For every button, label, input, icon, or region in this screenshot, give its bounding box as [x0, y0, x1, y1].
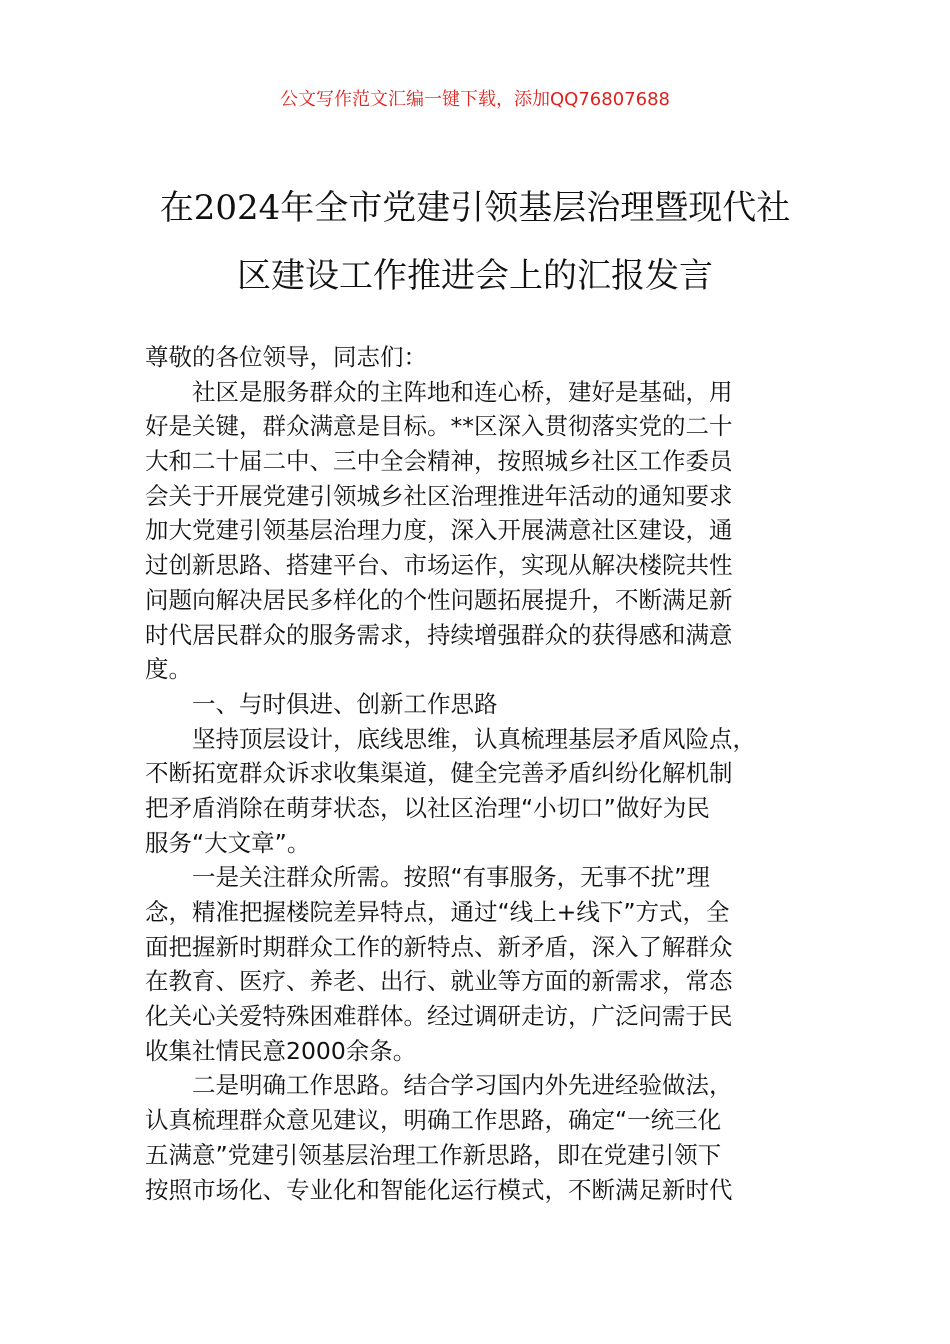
body-text-line: 大和二十届二中、三中全会精神，按照城乡社区工作委员: [145, 447, 733, 476]
body-text-line: 把矛盾消除在萌芽状态，以社区治理“小切口”做好为民: [145, 793, 710, 822]
watermark-header: 公文写作范文汇编一键下载，添加QQ76807688: [280, 89, 670, 110]
body-text-line: 坚持顶层设计，底线思维，认真梳理基层矛盾风险点，: [145, 724, 756, 753]
body-text-line: 化关心关爱特殊困难群体。经过调研走访，广泛问需于民: [145, 1002, 733, 1031]
body-text-line: 过创新思路、搭建平台、市场运作，实现从解决楼院共性: [145, 551, 733, 580]
body-text-line: 一、与时俱进、创新工作思路: [145, 689, 498, 718]
body-text-line: 好是关键，群众满意是目标。**区深入贯彻落实党的二十: [145, 412, 733, 441]
body-text-line: 二是明确工作思路。结合学习国内外先进经验做法，: [145, 1071, 733, 1100]
body-text-line: 面把握新时期群众工作的新特点、新矛盾，深入了解群众: [145, 932, 733, 961]
body-text-line: 尊敬的各位领导，同志们：: [145, 343, 427, 371]
body-text-line: 在教育、医疗、养老、出行、就业等方面的新需求，常态: [145, 967, 733, 996]
document-title-line-1: 在2024年全市党建引领基层治理暨现代社: [159, 188, 791, 228]
document-title-line-2: 区建设工作推进会上的汇报发言: [237, 256, 713, 296]
body-text-line: 不断拓宽群众诉求收集渠道，健全完善矛盾纠纷化解机制: [145, 759, 733, 788]
body-text-line: 社区是服务群众的主阵地和连心桥，建好是基础，用: [145, 377, 733, 406]
document-body: [145, 340, 825, 1207]
body-text-line: 念，精准把握楼院差异特点，通过“线上+线下”方式，全: [145, 898, 730, 926]
body-text-line: 问题向解决居民多样化的个性问题拓展提升，不断满足新: [145, 585, 733, 614]
body-text-line: 加大党建引领基层治理力度，深入开展满意社区建设，通: [145, 516, 733, 545]
body-text-line: 服务“大文章”。: [145, 828, 311, 857]
body-text-line: 时代居民群众的服务需求，持续增强群众的获得感和满意: [145, 620, 733, 649]
body-text-line: 认真梳理群众意见建议，明确工作思路，确定“一统三化: [145, 1106, 722, 1135]
body-text-line: 一是关注群众所需。按照“有事服务，无事不扰”理: [145, 863, 710, 892]
body-text-line: 会关于开展党建引领城乡社区治理推进年活动的通知要求: [145, 481, 733, 510]
body-text-line: 收集社情民意2000余条。: [145, 1036, 417, 1065]
body-text-line: 五满意”党建引领基层治理工作新思路，即在党建引领下: [145, 1140, 722, 1169]
body-text-line: 度。: [145, 655, 192, 684]
body-text-line: 按照市场化、专业化和智能化运行模式，不断满足新时代: [145, 1175, 733, 1204]
